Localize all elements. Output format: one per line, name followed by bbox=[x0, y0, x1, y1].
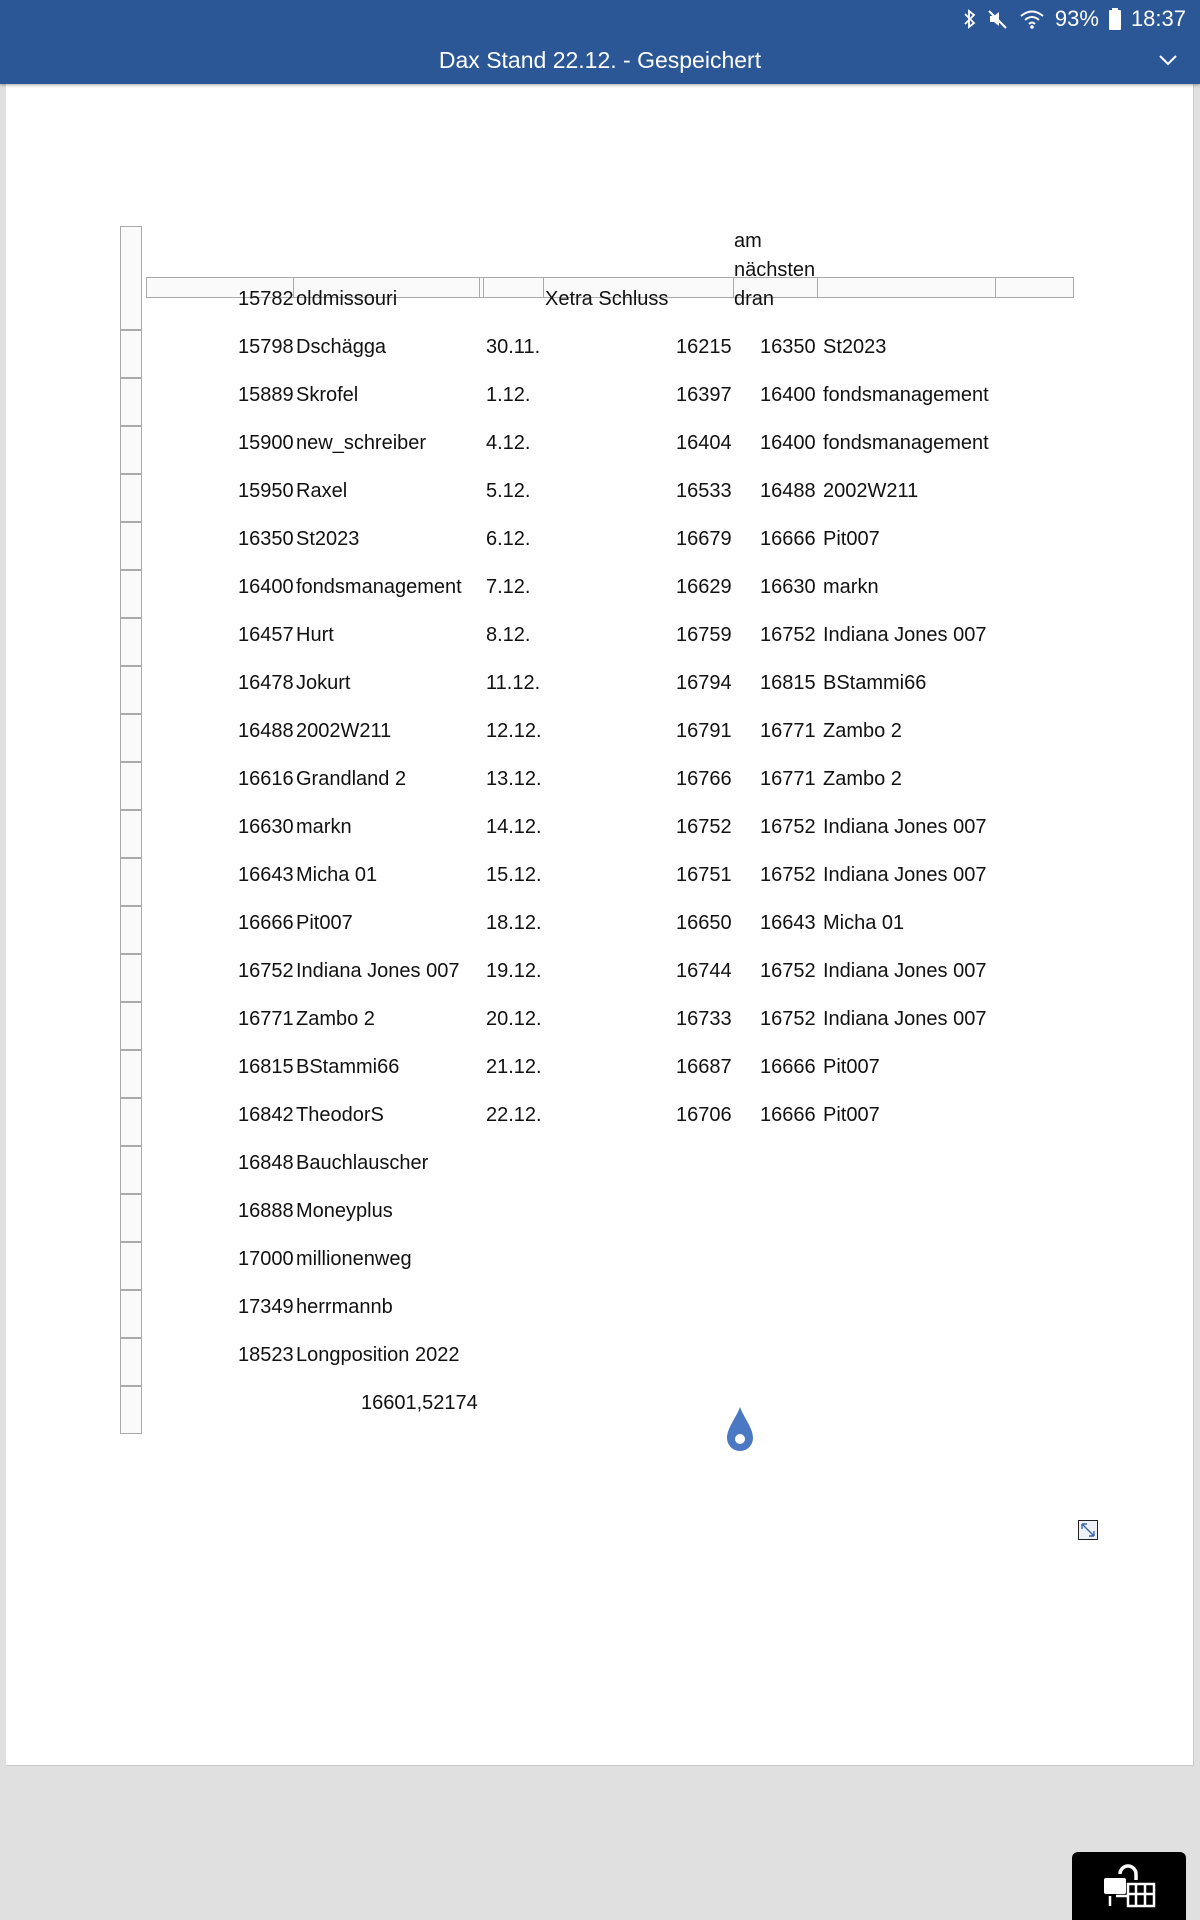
row-selector[interactable] bbox=[120, 954, 142, 1002]
tip-value: 16350 bbox=[238, 528, 294, 550]
row-selector[interactable] bbox=[120, 426, 142, 474]
xetra-close: 16706 bbox=[676, 1104, 732, 1126]
nearest-tip: 16488 bbox=[760, 480, 816, 502]
participant-name: millionenweg bbox=[296, 1248, 412, 1270]
row-selector[interactable] bbox=[120, 1002, 142, 1050]
tip-value: 16457 bbox=[238, 624, 294, 646]
row-selector[interactable] bbox=[120, 762, 142, 810]
date: 22.12. bbox=[486, 1104, 542, 1126]
date: 11.12. bbox=[486, 672, 541, 694]
nearest-tip: 16771 bbox=[760, 768, 816, 790]
date: 15.12. bbox=[486, 864, 542, 886]
row-selector[interactable] bbox=[120, 1098, 142, 1146]
participant-name: markn bbox=[296, 816, 352, 838]
date: 30.11. bbox=[486, 336, 541, 358]
xetra-close: 16751 bbox=[676, 864, 732, 886]
nearest-name: Indiana Jones 007 bbox=[823, 816, 987, 838]
nearest-tip: 16771 bbox=[760, 720, 816, 742]
xetra-close: 16679 bbox=[676, 528, 732, 550]
document-title: Dax Stand 22.12. - Gespeichert bbox=[438, 47, 762, 73]
nearest-tip: 16643 bbox=[760, 912, 816, 934]
date: 4.12. bbox=[486, 432, 531, 454]
participant-name: herrmannb bbox=[296, 1296, 393, 1318]
tip-value: 18523 bbox=[238, 1344, 294, 1366]
header-xetra-close: Xetra Schluss bbox=[545, 288, 669, 310]
nearest-tip: 16350 bbox=[760, 336, 816, 358]
xetra-close: 16766 bbox=[676, 768, 732, 790]
nearest-tip: 16752 bbox=[760, 1008, 816, 1030]
participant-name: Moneyplus bbox=[296, 1200, 393, 1222]
nearest-tip: 16752 bbox=[760, 960, 816, 982]
row-selector[interactable] bbox=[120, 1146, 142, 1194]
nearest-name: Zambo 2 bbox=[823, 720, 902, 742]
nearest-tip: 16400 bbox=[760, 432, 816, 454]
tip-value: 16666 bbox=[238, 912, 294, 934]
date: 21.12. bbox=[486, 1056, 542, 1078]
app-bar bbox=[0, 0, 1200, 84]
participant-name: 2002W211 bbox=[296, 720, 392, 742]
nearest-tip: 16815 bbox=[760, 672, 816, 694]
date: 20.12. bbox=[486, 1008, 542, 1030]
row-selector[interactable] bbox=[120, 1242, 142, 1290]
participant-name: Dschägga bbox=[296, 336, 387, 358]
participant-name: Bauchlauscher bbox=[296, 1152, 429, 1174]
xetra-close: 16744 bbox=[676, 960, 732, 982]
header-first-name: oldmissouri bbox=[296, 288, 398, 310]
nearest-name: St2023 bbox=[823, 336, 887, 358]
nearest-tip: 16752 bbox=[760, 816, 816, 838]
row-selector[interactable] bbox=[120, 906, 142, 954]
participant-name: Pit007 bbox=[296, 912, 353, 934]
participant-name: Zambo 2 bbox=[296, 1008, 375, 1030]
date: 8.12. bbox=[486, 624, 531, 646]
date: 13.12. bbox=[486, 768, 542, 790]
date: 19.12. bbox=[486, 960, 542, 982]
xetra-close: 16629 bbox=[676, 576, 732, 598]
xetra-close: 16752 bbox=[676, 816, 732, 838]
nearest-name: Micha 01 bbox=[823, 912, 905, 934]
row-selector[interactable] bbox=[120, 618, 142, 666]
date: 1.12. bbox=[486, 384, 531, 406]
column-selector[interactable] bbox=[484, 277, 544, 298]
xetra-close: 16650 bbox=[676, 912, 732, 934]
nearest-tip: 16752 bbox=[760, 624, 816, 646]
nearest-tip: 16666 bbox=[760, 528, 816, 550]
tip-value: 16771 bbox=[238, 1008, 294, 1030]
tip-value: 16488 bbox=[238, 720, 294, 742]
column-selector[interactable] bbox=[818, 277, 996, 298]
date: 7.12. bbox=[486, 576, 531, 598]
date: 6.12. bbox=[486, 528, 531, 550]
status-bar bbox=[963, 4, 1186, 34]
row-selector[interactable] bbox=[120, 226, 142, 330]
row-selector[interactable] bbox=[120, 714, 142, 762]
participant-name: BStammi66 bbox=[296, 1056, 400, 1078]
row-selector[interactable] bbox=[120, 570, 142, 618]
xetra-close: 16759 bbox=[676, 624, 732, 646]
battery-icon bbox=[1109, 8, 1121, 30]
participant-name: Jokurt bbox=[296, 672, 351, 694]
participant-name: Skrofel bbox=[296, 384, 359, 406]
row-selector[interactable] bbox=[120, 1290, 142, 1338]
tip-value: 16752 bbox=[238, 960, 294, 982]
drop-marker-icon[interactable] bbox=[726, 1406, 754, 1452]
document-page bbox=[6, 84, 1194, 1766]
nearest-name: Indiana Jones 007 bbox=[823, 624, 987, 646]
row-selector[interactable] bbox=[120, 858, 142, 906]
nearest-name: Pit007 bbox=[823, 1104, 880, 1126]
row-selector[interactable] bbox=[120, 330, 142, 378]
tip-value: 15798 bbox=[238, 336, 294, 358]
xetra-close: 16733 bbox=[676, 1008, 732, 1030]
tip-value: 16848 bbox=[238, 1152, 294, 1174]
date: 14.12. bbox=[486, 816, 542, 838]
tip-value: 16842 bbox=[238, 1104, 294, 1126]
participant-name: Grandland 2 bbox=[296, 768, 407, 790]
clock: 18:37 bbox=[1130, 6, 1186, 31]
chevron-down-icon[interactable] bbox=[1156, 48, 1180, 72]
row-selector[interactable] bbox=[120, 1050, 142, 1098]
row-selector[interactable] bbox=[120, 1338, 142, 1386]
nearest-name: markn bbox=[823, 576, 879, 598]
participant-name: Indiana Jones 007 bbox=[296, 960, 460, 982]
header-first-tip: 15782 bbox=[238, 288, 294, 310]
participant-name: Longposition 2022 bbox=[296, 1344, 460, 1366]
row-selector[interactable] bbox=[120, 666, 142, 714]
keyboard-lock-icon[interactable] bbox=[1072, 1852, 1186, 1920]
nearest-tip: 16400 bbox=[760, 384, 816, 406]
xetra-close: 16397 bbox=[676, 384, 732, 406]
tip-value: 15900 bbox=[238, 432, 294, 454]
nearest-tip: 16666 bbox=[760, 1104, 816, 1126]
xetra-close: 16791 bbox=[676, 720, 732, 742]
xetra-close: 16533 bbox=[676, 480, 732, 502]
nearest-name: Indiana Jones 007 bbox=[823, 1008, 987, 1030]
participant-name: Hurt bbox=[296, 624, 334, 646]
tip-value: 16400 bbox=[238, 576, 294, 598]
tip-value: 17349 bbox=[238, 1296, 294, 1318]
tip-value: 16616 bbox=[238, 768, 294, 790]
nearest-tip: 16666 bbox=[760, 1056, 816, 1078]
nearest-name: fondsmanagement bbox=[823, 432, 989, 454]
nearest-name: Indiana Jones 007 bbox=[823, 864, 987, 886]
nearest-tip: 16752 bbox=[760, 864, 816, 886]
header-nearest: am nächsten dran bbox=[734, 230, 816, 310]
tip-value: 16630 bbox=[238, 816, 294, 838]
tip-value: 15889 bbox=[238, 384, 294, 406]
date: 18.12. bbox=[486, 912, 542, 934]
participant-name: new_schreiber bbox=[296, 432, 427, 454]
nearest-name: 2002W211 bbox=[823, 480, 919, 502]
row-selector[interactable] bbox=[120, 1386, 142, 1434]
row-selector[interactable] bbox=[120, 1194, 142, 1242]
participant-name: St2023 bbox=[296, 528, 360, 550]
row-selector[interactable] bbox=[120, 810, 142, 858]
nearest-name: fondsmanagement bbox=[823, 384, 989, 406]
row-selector[interactable] bbox=[120, 474, 142, 522]
tip-value: 16643 bbox=[238, 864, 294, 886]
date: 12.12. bbox=[486, 720, 542, 742]
nearest-name: Indiana Jones 007 bbox=[823, 960, 987, 982]
nearest-name: Zambo 2 bbox=[823, 768, 902, 790]
xetra-close: 16215 bbox=[676, 336, 732, 358]
nearest-tip: 16630 bbox=[760, 576, 816, 598]
nearest-name: BStammi66 bbox=[823, 672, 927, 694]
battery-percent: 93% bbox=[1054, 6, 1099, 31]
mute-icon bbox=[987, 8, 1009, 30]
row-selector[interactable] bbox=[120, 378, 142, 426]
participant-name: Micha 01 bbox=[296, 864, 378, 886]
tip-value: 16815 bbox=[238, 1056, 294, 1078]
resize-icon[interactable] bbox=[1078, 1520, 1098, 1540]
xetra-close: 16404 bbox=[676, 432, 732, 454]
column-selector[interactable] bbox=[996, 277, 1074, 298]
participant-name: Raxel bbox=[296, 480, 348, 502]
xetra-close: 16794 bbox=[676, 672, 732, 694]
nearest-name: Pit007 bbox=[823, 1056, 880, 1078]
row-selector[interactable] bbox=[120, 522, 142, 570]
wifi-icon bbox=[1019, 8, 1045, 30]
xetra-close: 16687 bbox=[676, 1056, 732, 1078]
participant-name: TheodorS bbox=[296, 1104, 384, 1126]
tip-value: 15950 bbox=[238, 480, 294, 502]
participant-name: fondsmanagement bbox=[296, 576, 462, 598]
nearest-name: Pit007 bbox=[823, 528, 880, 550]
date: 5.12. bbox=[486, 480, 531, 502]
average-value: 16601,52174 bbox=[361, 1392, 478, 1414]
tip-value: 16888 bbox=[238, 1200, 294, 1222]
bluetooth-icon bbox=[963, 8, 977, 30]
tip-value: 17000 bbox=[238, 1248, 294, 1270]
tip-value: 16478 bbox=[238, 672, 294, 694]
